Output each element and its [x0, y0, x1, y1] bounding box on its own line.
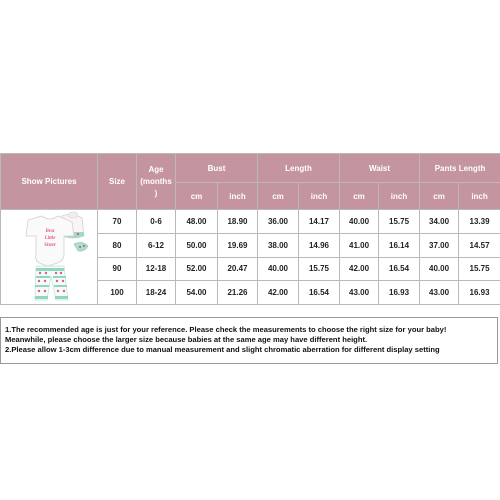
length-cm-cell: 38.00: [258, 233, 299, 257]
age-header: Age (months ): [137, 154, 176, 210]
bust-inch-header: inch: [218, 183, 258, 210]
bust-cm-cell: 50.00: [176, 233, 218, 257]
length-cm-cell: 42.00: [258, 281, 299, 305]
age-cell: 18-24: [137, 281, 176, 305]
length-inch-cell: 16.54: [299, 281, 340, 305]
baby-outfit-illustration: [2, 210, 97, 302]
bust-cm-cell: 54.00: [176, 281, 218, 305]
bust-inch-cell: 19.69: [218, 233, 258, 257]
pants-inch-cell: 13.39: [459, 210, 500, 234]
length-header: Length: [258, 154, 340, 183]
length-inch-cell: 14.96: [299, 233, 340, 257]
bust-cm-cell: 48.00: [176, 210, 218, 234]
product-picture-cell: [1, 210, 98, 305]
length-cm-header: cm: [258, 183, 299, 210]
waist-cm-cell: 40.00: [340, 210, 379, 234]
pants-inch-cell: 16.93: [459, 281, 500, 305]
waist-inch-cell: 16.54: [379, 257, 420, 281]
waist-inch-cell: 16.93: [379, 281, 420, 305]
pants-inch-cell: 15.75: [459, 257, 500, 281]
bust-cm-cell: 52.00: [176, 257, 218, 281]
show-pictures-header: Show Pictures: [1, 154, 98, 210]
size-cell: 70: [98, 210, 137, 234]
waist-inch-cell: 15.75: [379, 210, 420, 234]
note-line-3: 2.Please allow 1-3cm difference due to manual measurement and slight chromatic aberration for different display setting: [5, 345, 440, 354]
svg-text:Sister: Sister: [43, 243, 56, 248]
pants-cm-cell: 37.00: [420, 233, 459, 257]
size-cell: 80: [98, 233, 137, 257]
length-inch-cell: 15.75: [299, 257, 340, 281]
note-line-1: 1.The recommended age is just for your reference. Please check the measurements to choose the right size for your baby!: [5, 325, 447, 334]
pants-icon: [35, 266, 68, 300]
size-cell: 100: [98, 281, 137, 305]
pants-cm-cell: 40.00: [420, 257, 459, 281]
svg-text:Best: Best: [45, 229, 54, 234]
onesie-icon: [26, 216, 74, 266]
bust-inch-cell: 18.90: [218, 210, 258, 234]
waist-cm-header: cm: [340, 183, 379, 210]
pants-cm-cell: 43.00: [420, 281, 459, 305]
pants-cm-cell: 34.00: [420, 210, 459, 234]
waist-cm-cell: 42.00: [340, 257, 379, 281]
size-notes: [0, 317, 498, 364]
waist-inch-cell: 16.14: [379, 233, 420, 257]
size-header: Size: [98, 154, 137, 210]
waist-inch-header: inch: [379, 183, 420, 210]
waist-cm-cell: 43.00: [340, 281, 379, 305]
size-cell: 90: [98, 257, 137, 281]
header-row: [1, 154, 500, 183]
pants-cm-header: cm: [420, 183, 459, 210]
waist-cm-cell: 41.00: [340, 233, 379, 257]
length-inch-header: inch: [299, 183, 340, 210]
pants-inch-header: inch: [459, 183, 500, 210]
bust-inch-cell: 21.26: [218, 281, 258, 305]
pants-length-header: Pants Length: [420, 154, 500, 183]
length-inch-cell: 14.17: [299, 210, 340, 234]
length-cm-cell: 40.00: [258, 257, 299, 281]
length-cm-cell: 36.00: [258, 210, 299, 234]
bust-header: Bust: [176, 154, 258, 183]
bust-cm-header: cm: [176, 183, 218, 210]
note-line-2: Meanwhile, please choose the larger size because babies at the same age may have different height.: [5, 335, 368, 344]
waist-header: Waist: [340, 154, 420, 183]
bust-inch-cell: 20.47: [218, 257, 258, 281]
svg-text:Little: Little: [44, 236, 55, 241]
pants-inch-cell: 14.57: [459, 233, 500, 257]
size-chart-table: [0, 153, 500, 305]
age-cell: 6-12: [137, 233, 176, 257]
age-cell: 0-6: [137, 210, 176, 234]
table-row: [1, 210, 500, 234]
age-cell: 12-18: [137, 257, 176, 281]
